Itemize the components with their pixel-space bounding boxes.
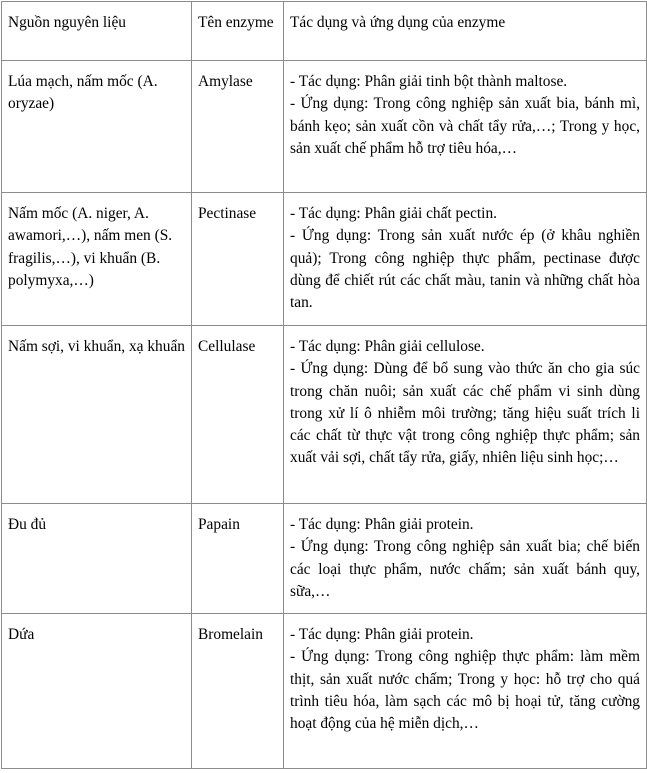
table-header-row (2, 2, 647, 61)
cell-usage (284, 614, 647, 769)
effect-text: - Tác dụng: Phân giải cellulose. (290, 338, 485, 355)
cell-usage (284, 326, 647, 504)
table-row (2, 614, 647, 769)
cell-enzyme: Cellulase (192, 326, 284, 504)
application-text: - Ứng dụng: Trong sản xuất nước ép (ở khâu nghiền quả); Trong công nghiệp thực phẩm, pectinase được dùng để chiết rút các chất màu, tanin và những chất hòa tan. (290, 227, 640, 312)
table-row (2, 193, 647, 326)
cell-enzyme: Pectinase (192, 193, 284, 326)
cell-source: Nấm sợi, vi khuẩn, xạ khuẩn (2, 326, 192, 504)
enzyme-table (1, 1, 647, 769)
cell-enzyme: Amylase (192, 61, 284, 193)
cell-enzyme: Papain (192, 504, 284, 614)
table-row (2, 326, 647, 504)
effect-text: - Tác dụng: Phân giải chất pectin. (290, 205, 497, 222)
application-text: - Ứng dụng: Trong công nghiệp sản xuất bia, bánh mì, bánh kẹo; sản xuất cồn và chất tẩy rửa,…; Trong y học, sản xuất chế phẩm hỗ trợ tiêu hóa,… (290, 95, 640, 157)
table-row (2, 61, 647, 193)
header-usage: Tác dụng và ứng dụng của enzyme (284, 2, 647, 61)
effect-text: - Tác dụng: Phân giải protein. (290, 516, 474, 533)
header-source: Nguồn nguyên liệu (2, 2, 192, 61)
application-text: - Ứng dụng: Dùng để bổ sung vào thức ăn cho gia súc trong chăn nuôi; sản xuất các chế phẩm vi sinh dùng trong xử lí ô nhiễm môi trường; tăng hiệu suất trích li các chất từ thực vật trong công nghiệp thực phẩm; sản xuất vải sợi, chất tẩy rửa, giấy, nhiên liệu sinh học;… (290, 360, 640, 467)
header-enzyme-name: Tên enzyme (192, 2, 284, 61)
effect-text: - Tác dụng: Phân giải protein. (290, 626, 474, 643)
cell-source: Lúa mạch, nấm mốc (A. oryzae) (2, 61, 192, 193)
cell-usage (284, 193, 647, 326)
cell-enzyme: Bromelain (192, 614, 284, 769)
cell-usage (284, 504, 647, 614)
application-text: - Ứng dụng: Trong công nghiệp sản xuất bia; chế biến các loại thực phẩm, nước chấm; sản xuất bánh quy, sữa,… (290, 538, 640, 600)
table-row (2, 504, 647, 614)
cell-usage (284, 61, 647, 193)
application-text: - Ứng dụng: Trong công nghiệp thực phẩm: làm mềm thịt, sản xuất nước chấm; Trong y học: hỗ trợ cho quá trình tiêu hóa, làm sạch các mô bị hoại tử, tăng cường hoạt động của hệ miễn dịch,… (290, 648, 640, 733)
cell-source: Nấm mốc (A. niger, A. awamori,…), nấm men (S. fragilis,…), vi khuẩn (B. polymyxa,…) (2, 193, 192, 326)
cell-source: Đu đủ (2, 504, 192, 614)
effect-text: - Tác dụng: Phân giải tinh bột thành maltose. (290, 73, 568, 90)
cell-source: Dứa (2, 614, 192, 769)
